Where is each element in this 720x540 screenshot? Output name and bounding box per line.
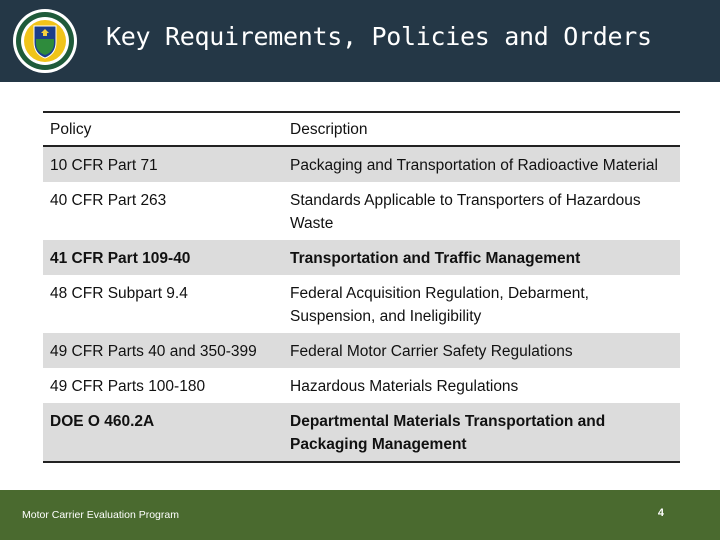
table-row xyxy=(43,403,680,462)
column-header-policy: Policy xyxy=(43,112,283,146)
policy-cell: 41 CFR Part 109-40 xyxy=(43,240,283,275)
table-row xyxy=(43,240,680,275)
slide-header xyxy=(0,0,720,82)
column-header-description: Description xyxy=(283,112,680,146)
policy-cell: 49 CFR Parts 40 and 350-399 xyxy=(43,333,283,368)
table-row xyxy=(43,275,680,333)
policy-cell: 10 CFR Part 71 xyxy=(43,146,283,182)
description-cell: Packaging and Transportation of Radioactive Material xyxy=(283,146,680,182)
policy-cell: DOE O 460.2A xyxy=(43,403,283,462)
table-row xyxy=(43,182,680,240)
description-cell: Departmental Materials Transportation and Packaging Management xyxy=(283,403,680,462)
policy-cell: 49 CFR Parts 100-180 xyxy=(50,378,206,395)
policy-cell: 48 CFR Subpart 9.4 xyxy=(50,285,188,302)
page-number: 4 xyxy=(657,507,664,519)
footer-program-name: Motor Carrier Evaluation Program xyxy=(22,509,179,521)
description-cell: Transportation and Traffic Management xyxy=(283,240,680,275)
doe-seal-icon xyxy=(12,8,78,74)
table-row xyxy=(43,146,680,182)
requirements-table xyxy=(43,111,680,463)
description-cell: Standards Applicable to Transporters of Hazardous Waste xyxy=(290,192,641,232)
description-cell: Hazardous Materials Regulations xyxy=(290,378,519,395)
table-row xyxy=(43,333,680,368)
policy-cell: 40 CFR Part 263 xyxy=(50,192,167,209)
slide-footer xyxy=(0,490,720,540)
description-cell: Federal Motor Carrier Safety Regulations xyxy=(283,333,680,368)
table-header-row xyxy=(43,112,680,146)
table-row xyxy=(43,368,680,403)
description-cell: Federal Acquisition Regulation, Debarment, Suspension, and Ineligibility xyxy=(290,285,589,325)
page-title: Key Requirements, Policies and Orders xyxy=(106,22,652,51)
